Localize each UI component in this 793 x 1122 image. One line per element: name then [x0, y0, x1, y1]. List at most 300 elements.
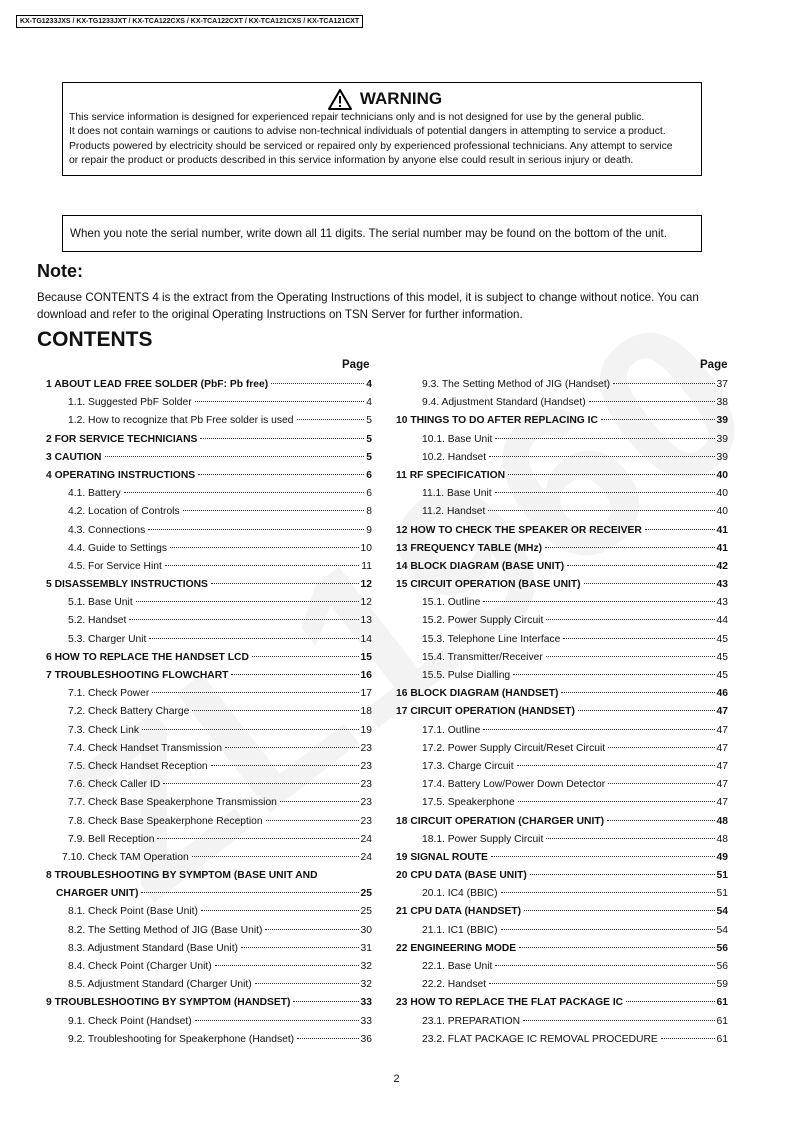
toc-entry[interactable]: [396, 579, 728, 597]
toc-entry-title: 4 OPERATING INSTRUCTIONS: [46, 469, 196, 481]
toc-entry-page: 37: [716, 379, 728, 390]
toc-entry-title: 7.8. Check Base Speakerphone Reception: [68, 815, 263, 827]
toc-entry[interactable]: [46, 834, 372, 852]
toc-entry[interactable]: [396, 597, 728, 615]
toc-leader-dots: [491, 856, 715, 857]
warning-box: [62, 82, 702, 176]
toc-leader-dots: [488, 510, 714, 511]
toc-leader-dots: [589, 401, 715, 402]
toc-entry[interactable]: [46, 761, 372, 779]
toc-entry[interactable]: [396, 1034, 728, 1052]
toc-entry-page: 9: [366, 524, 372, 536]
toc-entry-page: 5: [366, 451, 372, 463]
toc-entry[interactable]: [46, 688, 372, 706]
toc-leader-dots: [608, 783, 714, 784]
toc-left-column: [46, 379, 372, 1052]
toc-entry-title: 23.1. PREPARATION: [422, 1015, 521, 1027]
toc-entry-page: 40: [716, 488, 728, 500]
page-number: 2: [393, 1073, 400, 1085]
toc-entry-page: 61: [716, 1015, 728, 1027]
toc-entry-title: 1.2. How to recognize that Pb Free solder is used: [68, 415, 294, 427]
toc-entry-title: 21 CPU DATA (HANDSET): [396, 906, 522, 918]
toc-leader-dots: [495, 965, 714, 966]
toc-entry-title: 18.1. Power Supply Circuit: [422, 833, 544, 845]
warning-line: or repair the product or products described in this service information by anyone else could result in serious injury or death.: [69, 154, 634, 166]
toc-entry-page: 8: [366, 506, 372, 518]
toc-leader-dots: [124, 492, 365, 493]
toc-entry[interactable]: [46, 434, 372, 452]
toc-entry[interactable]: [396, 979, 728, 997]
note-title: Note:: [37, 261, 83, 281]
toc-leader-dots: [561, 692, 714, 693]
toc-entry[interactable]: [46, 634, 372, 652]
toc-entry[interactable]: [46, 925, 372, 943]
toc-entry[interactable]: [396, 452, 728, 470]
toc-entry[interactable]: [46, 397, 372, 415]
toc-entry[interactable]: [396, 725, 728, 743]
toc-leader-dots: [152, 692, 358, 693]
toc-entry[interactable]: [46, 597, 372, 615]
toc-entry[interactable]: [396, 488, 728, 506]
toc-entry-title: 15.4. Transmitter/Receiver: [422, 651, 543, 663]
toc-entry-title: 4.3. Connections: [68, 524, 146, 536]
toc-leader-dots: [149, 638, 358, 639]
toc-leader-dots: [192, 710, 358, 711]
toc-entry-title: 4.2. Location of Controls: [68, 506, 180, 518]
toc-leader-dots: [201, 910, 359, 911]
toc-entry[interactable]: [396, 906, 728, 924]
warning-triangle-icon: [328, 89, 352, 110]
toc-entry[interactable]: [396, 834, 728, 852]
toc-entry-page: 44: [716, 615, 728, 627]
toc-entry-page: 51: [716, 870, 728, 882]
toc-leader-dots: [489, 456, 714, 457]
toc-entry-title: 1 ABOUT LEAD FREE SOLDER (PbF: Pb free): [46, 379, 269, 390]
toc-entry-page: 47: [716, 760, 728, 772]
toc-entry[interactable]: [46, 579, 372, 597]
toc-entry-page: 17: [360, 688, 372, 700]
toc-leader-dots: [142, 729, 359, 730]
toc-leader-dots: [608, 747, 714, 748]
toc-leader-dots: [195, 1020, 359, 1021]
toc-entry[interactable]: [396, 797, 728, 815]
toc-entry-page: 25: [360, 906, 372, 918]
toc-entry-title: 9 TROUBLESHOOTING BY SYMPTOM (HANDSET): [46, 997, 291, 1009]
toc-entry[interactable]: [396, 525, 728, 543]
toc-entry-page: 36: [360, 1033, 372, 1045]
toc-entry-page: 49: [716, 851, 728, 863]
toc-leader-dots: [129, 619, 358, 620]
toc-leader-dots: [265, 929, 358, 930]
toc-entry-page: 39: [716, 451, 728, 463]
toc-entry-title: 17.4. Battery Low/Power Down Detector: [422, 779, 606, 791]
toc-entry-title: 15.2. Power Supply Circuit: [422, 615, 544, 627]
toc-entry-page: 56: [716, 942, 728, 954]
toc-entry-title: 20.1. IC4 (BBIC): [422, 888, 498, 900]
toc-leader-dots: [530, 874, 715, 875]
toc-entry-page: 43: [716, 579, 728, 591]
toc-leader-dots: [495, 492, 715, 493]
toc-entry-title: 7.1. Check Power: [68, 688, 150, 700]
toc-leader-dots: [563, 638, 714, 639]
toc-entry-page: 54: [716, 906, 728, 918]
toc-entry-title: 5.3. Charger Unit: [68, 633, 147, 645]
toc-entry[interactable]: [46, 525, 372, 543]
toc-entry[interactable]: [46, 452, 372, 470]
toc-entry-page: 47: [716, 724, 728, 736]
toc-entry[interactable]: [46, 1016, 372, 1034]
toc-entry[interactable]: [46, 615, 372, 633]
toc-entry-title: 8.2. The Setting Method of JIG (Base Unit): [68, 924, 263, 936]
toc-entry-page: 59: [716, 979, 728, 991]
toc-entry[interactable]: [396, 670, 728, 688]
toc-entry[interactable]: [46, 870, 372, 888]
toc-leader-dots: [170, 547, 359, 548]
toc-entry[interactable]: [46, 415, 372, 433]
toc-leader-dots: [546, 838, 714, 839]
toc-leader-dots: [252, 656, 359, 657]
toc-right-column: [396, 379, 728, 1052]
toc-entry[interactable]: [396, 634, 728, 652]
toc-entry[interactable]: [46, 1034, 372, 1052]
toc-leader-dots: [225, 747, 359, 748]
toc-entry-page: 15: [360, 651, 372, 663]
toc-entry-title: 21.1. IC1 (BBIC): [422, 924, 498, 936]
toc-entry-page: 41: [716, 524, 728, 536]
toc-entry-page: 5: [366, 433, 372, 445]
toc-leader-dots: [567, 565, 714, 566]
toc-entry[interactable]: [46, 561, 372, 579]
toc-entry-title: 9.4. Adjustment Standard (Handset): [422, 397, 586, 409]
toc-entry-title: 22.1. Base Unit: [422, 961, 493, 972]
toc-entry-title: 7 TROUBLESHOOTING FLOWCHART: [46, 670, 229, 681]
toc-entry[interactable]: [396, 888, 728, 906]
warning-title: WARNING: [359, 89, 443, 108]
toc-entry[interactable]: [396, 434, 728, 452]
toc-entry-page: 46: [716, 688, 728, 700]
toc-entry[interactable]: [46, 979, 372, 997]
toc-entry[interactable]: [396, 652, 728, 670]
toc-entry-page: 33: [360, 1015, 372, 1027]
toc-leader-dots: [626, 1001, 714, 1002]
toc-entry[interactable]: [396, 743, 728, 761]
page-column-header-left: Page: [342, 359, 370, 371]
toc-entry-title: 5 DISASSEMBLY INSTRUCTIONS: [46, 579, 208, 591]
toc-entry[interactable]: [396, 706, 728, 724]
toc-entry-page: 47: [716, 706, 728, 718]
toc-leader-dots: [523, 1020, 714, 1021]
toc-entry-page: 41: [716, 542, 728, 554]
serial-number-note: When you note the serial number, write down all 11 digits. The serial number may be found on the bottom of the unit.: [62, 215, 702, 252]
toc-entry-page: 6: [366, 469, 372, 481]
toc-leader-dots: [148, 529, 364, 530]
toc-leader-dots: [578, 710, 715, 711]
toc-leader-dots: [200, 438, 364, 439]
toc-leader-dots: [293, 1001, 358, 1002]
toc-entry-title: 13 FREQUENCY TABLE (MHz): [396, 542, 543, 554]
toc-leader-dots: [157, 838, 358, 839]
toc-leader-dots: [215, 965, 359, 966]
toc-entry-page: 13: [360, 615, 372, 627]
toc-entry[interactable]: [396, 779, 728, 797]
toc-entry[interactable]: [396, 379, 728, 397]
toc-entry-title: 10 THINGS TO DO AFTER REPLACING IC: [396, 415, 598, 427]
toc-entry-title: 7.3. Check Link: [68, 724, 139, 736]
toc-leader-dots: [105, 456, 365, 457]
toc-leader-dots: [519, 947, 714, 948]
toc-entry[interactable]: [396, 997, 728, 1015]
toc-entry-page: 48: [716, 815, 728, 827]
toc-leader-dots: [165, 565, 359, 566]
toc-entry-title: 8 TROUBLESHOOTING BY SYMPTOM (BASE UNIT AND: [46, 870, 318, 882]
toc-entry-page: 12: [360, 597, 372, 609]
toc-entry-page: 38: [716, 397, 728, 409]
toc-entry[interactable]: [46, 816, 372, 834]
toc-entry-page: 48: [716, 833, 728, 845]
model-header: KX-TG1233JXS / KX-TG1233JXT / KX-TCA122CXS / KX-TCA122CXT / KX-TCA121CXS / KX-TCA121CXT: [16, 15, 363, 28]
toc-entry-page: 18: [360, 706, 372, 718]
toc-entry-title: 18 CIRCUIT OPERATION (CHARGER UNIT): [396, 815, 605, 827]
toc-entry[interactable]: [46, 706, 372, 724]
toc-entry[interactable]: [46, 961, 372, 979]
toc-entry-title: 7.6. Check Caller ID: [68, 779, 161, 791]
toc-entry-title: 7.10. Check TAM Operation: [62, 851, 189, 863]
toc-entry-page: 4: [366, 397, 372, 409]
toc-entry[interactable]: [396, 943, 728, 961]
toc-entry-page: 12: [360, 579, 372, 591]
warning-line: It does not contain warnings or cautions to advise non-technical individuals of potential dangers in attempting to service a product.: [69, 126, 666, 138]
toc-leader-dots: [607, 820, 714, 821]
toc-entry-page: 11: [361, 560, 372, 572]
toc-entry-title: 17 CIRCUIT OPERATION (HANDSET): [396, 706, 575, 718]
toc-entry[interactable]: [46, 488, 372, 506]
toc-entry[interactable]: [46, 670, 372, 688]
toc-leader-dots: [601, 419, 715, 420]
toc-leader-dots: [508, 474, 714, 475]
toc-entry-title: 15 CIRCUIT OPERATION (BASE UNIT): [396, 579, 581, 591]
toc-entry-page: 10: [360, 542, 372, 554]
toc-entry-page: 24: [360, 851, 372, 863]
warning-line: Products powered by electricity should be serviced or repaired only by experienced professional technicians. Any attempt to service: [69, 140, 673, 152]
toc-entry-title: 2 FOR SERVICE TECHNICIANS: [46, 433, 198, 445]
toc-entry[interactable]: [46, 997, 372, 1015]
note-text: Because CONTENTS 4 is the extract from the Operating Instructions of this model, it is subject to change without notice. You can download and refer to the original Operating Instructions on TSN Server for further information.: [37, 291, 699, 321]
toc-leader-dots: [211, 583, 359, 584]
toc-entry[interactable]: [396, 688, 728, 706]
toc-entry-page: 25: [360, 888, 372, 900]
toc-entry-title: 15.3. Telephone Line Interface: [422, 633, 561, 645]
toc-entry[interactable]: [396, 615, 728, 633]
toc-entry-title: 20 CPU DATA (BASE UNIT): [396, 870, 527, 882]
toc-entry-page: 43: [716, 597, 728, 609]
toc-entry-page: 47: [716, 797, 728, 809]
toc-leader-dots: [524, 910, 714, 911]
toc-leader-dots: [545, 547, 714, 548]
toc-entry-title: 5.1. Base Unit: [68, 597, 133, 609]
toc-entry-title: 6 HOW TO REPLACE THE HANDSET LCD: [46, 651, 249, 663]
toc-leader-dots: [518, 801, 715, 802]
toc-entry[interactable]: [396, 470, 728, 488]
toc-entry-title: 10.2. Handset: [422, 451, 487, 463]
toc-entry-page: 47: [716, 742, 728, 754]
toc-leader-dots: [513, 674, 714, 675]
toc-leader-dots: [661, 1038, 715, 1039]
toc-entry[interactable]: [396, 543, 728, 561]
toc-entry-title: 17.1. Outline: [422, 724, 481, 736]
toc-entry[interactable]: [46, 506, 372, 524]
toc-entry-page: 39: [716, 415, 728, 427]
toc-leader-dots: [255, 983, 359, 984]
toc-entry-title: 17.3. Charge Circuit: [422, 760, 514, 772]
toc-entry-page: 23: [360, 742, 372, 754]
toc-leader-dots: [645, 529, 715, 530]
toc-leader-dots: [241, 947, 359, 948]
toc-entry-title: 5.2. Handset: [68, 615, 127, 627]
toc-entry-page: 24: [360, 833, 372, 845]
warning-heading: [69, 87, 701, 111]
toc-leader-dots: [136, 601, 359, 602]
toc-entry-page: 32: [360, 979, 372, 991]
toc-entry[interactable]: [46, 797, 372, 815]
toc-entry-title: 7.4. Check Handset Transmission: [68, 742, 222, 754]
toc-leader-dots: [613, 383, 714, 384]
toc-entry-title: 15.1. Outline: [422, 597, 481, 609]
toc-entry-page: 61: [716, 1033, 728, 1045]
toc-entry[interactable]: [46, 743, 372, 761]
toc-entry-page: 45: [716, 633, 728, 645]
toc-leader-dots: [546, 656, 715, 657]
toc-entry-title: 4.1. Battery: [68, 488, 121, 500]
toc-leader-dots: [546, 619, 714, 620]
toc-entry-title: CHARGER UNIT): [56, 888, 139, 900]
toc-entry[interactable]: [46, 888, 372, 906]
toc-entry-page: 19: [360, 724, 372, 736]
toc-entry-title: 19 SIGNAL ROUTE: [396, 851, 488, 863]
toc-entry[interactable]: [396, 761, 728, 779]
toc-entry[interactable]: [46, 725, 372, 743]
toc-entry-title: 7.5. Check Handset Reception: [68, 760, 208, 772]
toc-leader-dots: [198, 474, 364, 475]
toc-entry-title: 7.9. Bell Reception: [68, 833, 155, 845]
toc-entry-title: 17.2. Power Supply Circuit/Reset Circuit: [422, 742, 606, 754]
toc-entry-page: 4: [366, 379, 372, 390]
toc-leader-dots: [163, 783, 358, 784]
toc-entry-page: 23: [360, 779, 372, 791]
toc-entry-title: 8.3. Adjustment Standard (Base Unit): [68, 942, 238, 954]
toc-entry-title: 22.2. Handset: [422, 979, 487, 991]
toc-entry[interactable]: [396, 397, 728, 415]
toc-leader-dots: [483, 601, 714, 602]
toc-leader-dots: [584, 583, 715, 584]
page-column-header-right: Page: [700, 359, 728, 371]
toc-leader-dots: [271, 383, 364, 384]
toc-leader-dots: [297, 1038, 358, 1039]
toc-leader-dots: [280, 801, 359, 802]
toc-entry-title: 1.1. Suggested PbF Solder: [68, 397, 192, 409]
toc-entry-page: 23: [360, 797, 372, 809]
toc-leader-dots: [501, 892, 715, 893]
toc-entry[interactable]: [46, 852, 372, 870]
toc-entry-title: 22 ENGINEERING MODE: [396, 942, 517, 954]
toc-entry[interactable]: [46, 470, 372, 488]
toc-entry-page: 30: [360, 924, 372, 936]
toc-entry-page: 56: [716, 961, 728, 972]
toc-entry[interactable]: [396, 852, 728, 870]
toc-entry-page: 39: [716, 433, 728, 445]
toc-entry[interactable]: [46, 543, 372, 561]
toc-entry-title: 11 RF SPECIFICATION: [396, 469, 506, 481]
toc-entry-title: 7.7. Check Base Speakerphone Transmission: [68, 797, 277, 809]
toc-leader-dots: [266, 820, 359, 821]
toc-entry[interactable]: [396, 415, 728, 433]
toc-leader-dots: [183, 510, 365, 511]
toc-entry-title: 10.1. Base Unit: [422, 433, 493, 445]
toc-entry-title: 8.5. Adjustment Standard (Charger Unit): [68, 979, 252, 991]
toc-entry-page: 40: [716, 506, 728, 518]
toc-entry[interactable]: [46, 943, 372, 961]
toc-entry[interactable]: [396, 1016, 728, 1034]
toc-leader-dots: [141, 892, 358, 893]
toc-entry-page: 32: [360, 961, 372, 972]
toc-entry[interactable]: [396, 506, 728, 524]
toc-entry-page: 51: [716, 888, 728, 900]
toc-entry-page: 5: [366, 415, 372, 427]
toc-entry-title: 9.1. Check Point (Handset): [68, 1015, 192, 1027]
toc-entry-title: 4.4. Guide to Settings: [68, 542, 168, 554]
toc-entry-page: 33: [360, 997, 372, 1009]
toc-entry-title: 3 CAUTION: [46, 451, 102, 463]
toc-entry[interactable]: [396, 925, 728, 943]
toc-entry[interactable]: [396, 961, 728, 979]
toc-entry-page: 23: [360, 815, 372, 827]
toc-entry-title: 11.1. Base Unit: [422, 488, 492, 500]
toc-leader-dots: [211, 765, 359, 766]
toc-entry-title: 23.2. FLAT PACKAGE IC REMOVAL PROCEDURE: [422, 1033, 658, 1045]
toc-leader-dots: [501, 929, 715, 930]
toc-entry-title: 23 HOW TO REPLACE THE FLAT PACKAGE IC: [396, 997, 624, 1009]
toc-entry-page: 31: [360, 942, 372, 954]
toc-entry[interactable]: [46, 779, 372, 797]
toc-entry-title: 16 BLOCK DIAGRAM (HANDSET): [396, 688, 559, 700]
toc-entry[interactable]: [396, 870, 728, 888]
toc-leader-dots: [231, 674, 358, 675]
toc-entry[interactable]: [396, 816, 728, 834]
toc-leader-dots: [192, 856, 359, 857]
toc-entry-page: 40: [716, 469, 728, 481]
toc-entry-title: 8.1. Check Point (Base Unit): [68, 906, 198, 918]
toc-entry[interactable]: [46, 379, 372, 397]
toc-entry[interactable]: [46, 906, 372, 924]
toc-entry-page: 54: [716, 924, 728, 936]
toc-entry-title: 7.2. Check Battery Charge: [68, 706, 190, 718]
toc-entry-page: 45: [716, 670, 728, 681]
toc-entry-title: 9.2. Troubleshooting for Speakerphone (Handset): [68, 1033, 295, 1045]
toc-entry[interactable]: [46, 652, 372, 670]
toc-entry-page: 14: [360, 633, 372, 645]
toc-entry-page: 61: [716, 997, 728, 1009]
toc-entry[interactable]: [396, 561, 728, 579]
toc-leader-dots: [483, 729, 714, 730]
toc-entry-page: 6: [366, 488, 372, 500]
toc-entry-title: 15.5. Pulse Dialling: [422, 670, 511, 681]
toc-leader-dots: [297, 419, 365, 420]
toc-entry-title: 4.5. For Service Hint: [68, 560, 162, 572]
toc-entry-title: 11.2. Handset: [422, 506, 486, 518]
toc-entry-page: 42: [716, 560, 728, 572]
toc-entry-page: 47: [716, 779, 728, 791]
toc-leader-dots: [195, 401, 365, 402]
contents-title: CONTENTS: [37, 328, 153, 351]
